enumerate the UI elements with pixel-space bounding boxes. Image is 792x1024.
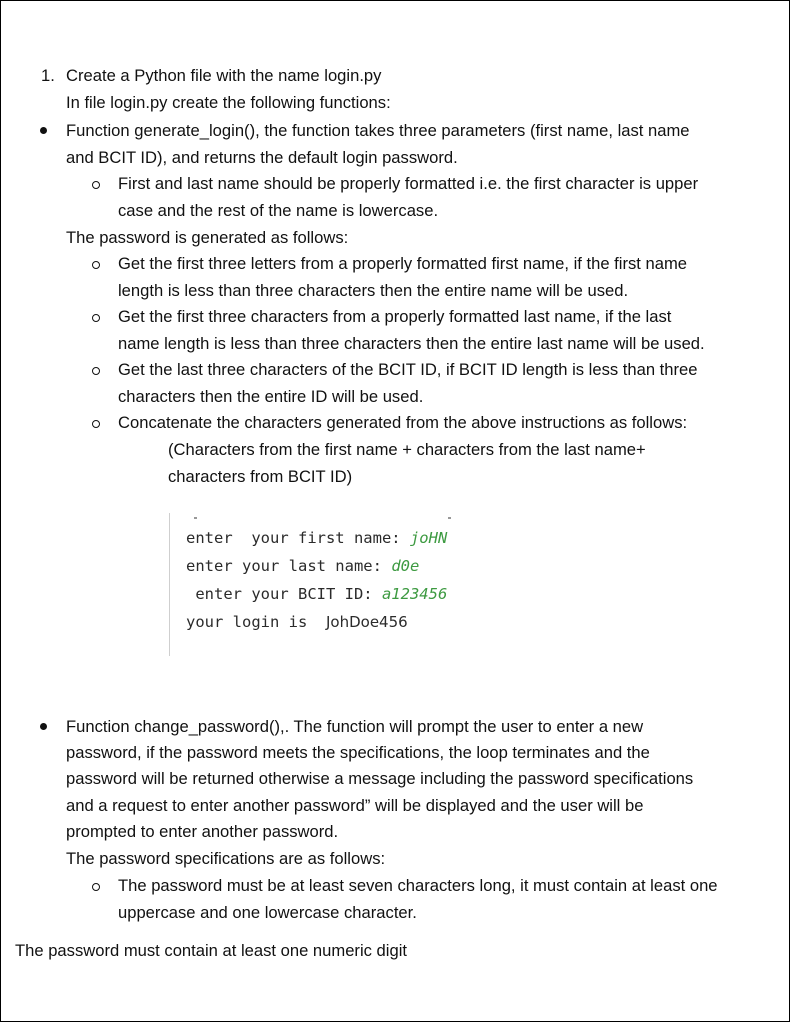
sub-bullet-icon: [92, 261, 100, 269]
sub-bullet-icon: [92, 314, 100, 322]
sub-bullet-icon: [92, 181, 100, 189]
console-input-value: joHN: [409, 529, 448, 547]
console-line-last-name: [186, 556, 419, 576]
change-password-line5: prompted to enter another password.: [66, 822, 339, 841]
console-input-value: d0e: [391, 557, 420, 575]
console-prompt: enter your first name:: [186, 529, 410, 547]
step3-line2: characters then the entire ID will be used.: [118, 387, 424, 406]
footer-requirement: The password must contain at least one numeric digit: [15, 941, 407, 960]
spec-line2: uppercase and one lowercase character.: [118, 903, 417, 922]
console-prompt: enter your last name:: [186, 557, 392, 575]
bullet-icon: [40, 723, 47, 730]
step1-line2: length is less than three characters then the entire name will be used.: [118, 281, 629, 300]
format-rule-line2: case and the rest of the name is lowercase.: [118, 201, 439, 220]
change-password-line4: and a request to enter another password” will be displayed and the user will be: [66, 796, 644, 815]
console-output-label: your login is: [186, 613, 326, 631]
bullet-icon: [40, 127, 47, 134]
item1-title: Create a Python file with the name login.py: [66, 66, 382, 85]
step2-line2: name length is less than three characters then the entire last name will be used.: [118, 334, 705, 353]
console-input-value: a123456: [381, 585, 448, 603]
sub-bullet-icon: [92, 367, 100, 375]
sub-bullet-icon: [92, 883, 100, 891]
console-output-value: JohDoe456: [325, 613, 408, 631]
console-scroll-mark: [194, 517, 197, 519]
password-intro: The password is generated as follows:: [66, 228, 349, 247]
spec-line1: The password must be at least seven characters long, it must contain at least one: [118, 876, 718, 895]
list-number: 1.: [41, 66, 55, 85]
item1-subtitle: In file login.py create the following functions:: [66, 93, 391, 112]
step1-line1: Get the first three letters from a properly formatted first name, if the first name: [118, 254, 688, 273]
change-password-line3: password will be returned otherwise a message including the password specifications: [66, 769, 694, 788]
change-password-line2: password, if the password meets the specifications, the loop terminates and the: [66, 743, 650, 762]
step4-line2: (Characters from the first name + characters from the last name+: [168, 440, 646, 459]
step4-line1: Concatenate the characters generated from the above instructions as follows:: [118, 413, 688, 432]
console-prompt: enter your BCIT ID:: [186, 585, 382, 603]
change-password-line1: Function change_password(),. The function will prompt the user to enter a new: [66, 717, 644, 736]
step3-line1: Get the last three characters of the BCIT ID, if BCIT ID length is less than three: [118, 360, 698, 379]
generate-login-line1: Function generate_login(), the function takes three parameters (first name, last name: [66, 121, 690, 140]
sub-bullet-icon: [92, 420, 100, 428]
spec-intro: The password specifications are as follows:: [66, 849, 386, 868]
console-example: [169, 513, 480, 656]
console-line-first-name: [186, 528, 447, 548]
step2-line1: Get the first three characters from a properly formatted last name, if the last: [118, 307, 672, 326]
console-line-output: [186, 612, 408, 632]
console-line-bcit-id: [186, 584, 447, 604]
step4-line3: characters from BCIT ID): [168, 467, 353, 486]
format-rule-line1: First and last name should be properly formatted i.e. the first character is upper: [118, 174, 699, 193]
generate-login-line2: and BCIT ID), and returns the default login password.: [66, 148, 458, 167]
console-scroll-mark: [448, 517, 451, 519]
